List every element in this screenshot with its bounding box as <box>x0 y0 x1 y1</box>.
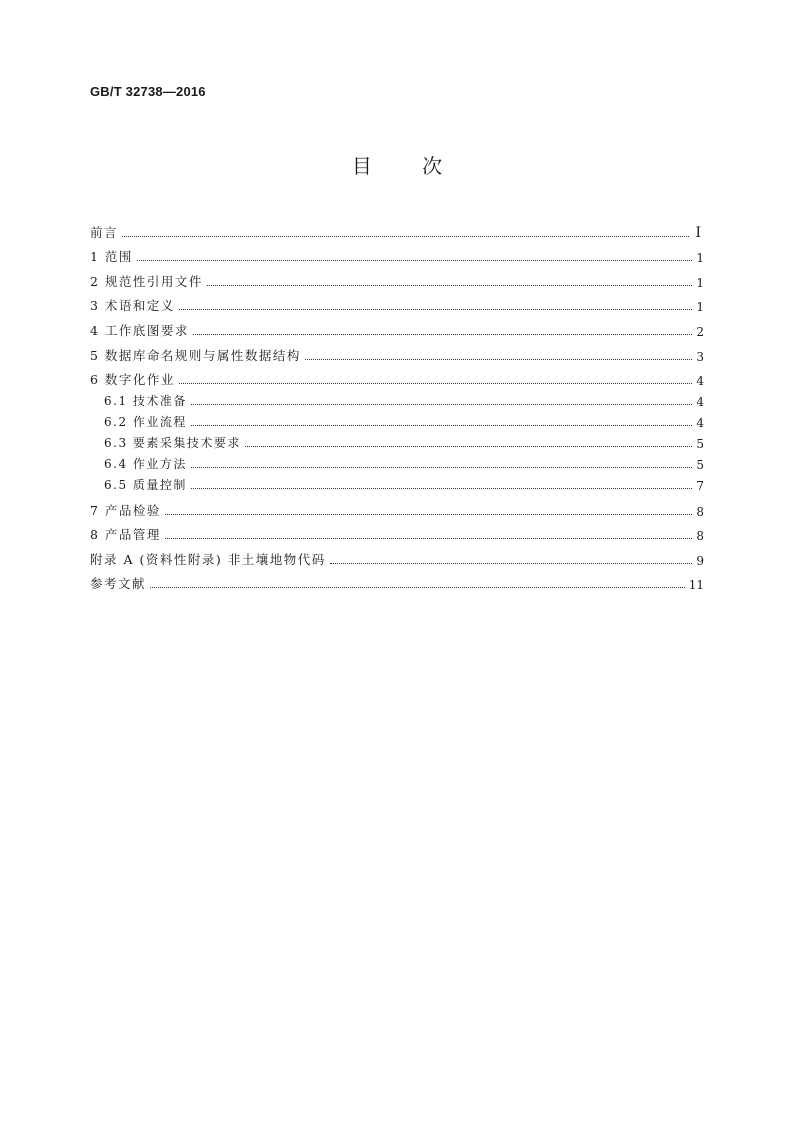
toc-leader-dots <box>191 425 692 426</box>
toc-entry-label: 8 产品管理 <box>90 527 161 543</box>
toc-entry-label: 5 数据库命名规则与属性数据结构 <box>90 347 301 363</box>
toc-entry-label: 2 规范性引用文件 <box>90 273 203 289</box>
toc-entry-6-4[interactable] <box>90 451 704 472</box>
toc-leader-dots <box>165 514 692 515</box>
toc-entry-page: 8 <box>696 529 704 544</box>
toc-leader-dots <box>150 587 685 588</box>
toc-leader-dots <box>122 236 689 237</box>
toc-entry-label: 附录 A (资料性附录) 非土壤地物代码 <box>90 551 326 567</box>
toc-entry-6-3[interactable] <box>90 430 704 451</box>
toc-leader-dots <box>305 359 692 360</box>
toc-entry-page: 1 <box>696 300 704 315</box>
toc-entry-page: I <box>695 224 701 241</box>
toc-entry-page: 5 <box>696 457 704 472</box>
toc-entry-label: 6.4 作业方法 <box>104 456 187 471</box>
toc-leader-dots <box>330 563 692 564</box>
toc-entry-label: 4 工作底图要求 <box>90 322 189 338</box>
toc-entry-page: 7 <box>696 478 704 493</box>
toc-entry-foreword[interactable] <box>90 216 704 241</box>
toc-leader-dots <box>207 285 692 286</box>
toc-entry-appendix-a[interactable] <box>90 543 704 568</box>
toc-leader-dots <box>193 334 692 335</box>
toc-entry-7[interactable] <box>90 493 704 519</box>
toc-entry-label: 1 范围 <box>90 249 133 265</box>
toc-entry-page: 4 <box>696 374 704 389</box>
toc-entry-page: 9 <box>696 553 704 568</box>
toc-entry-label: 参考文献 <box>90 576 147 592</box>
toc-entry-label: 7 产品检验 <box>90 502 161 518</box>
toc-entry-6-5[interactable] <box>90 472 704 493</box>
toc-entry-6[interactable] <box>90 364 704 389</box>
toc-entry-label: 6.5 质量控制 <box>104 477 187 492</box>
toc-leader-dots <box>137 260 692 261</box>
toc-entry-4[interactable] <box>90 314 704 339</box>
toc-leader-dots <box>191 467 692 468</box>
toc-entry-bibliography[interactable] <box>90 568 704 593</box>
toc-entry-label: 6 数字化作业 <box>90 372 175 388</box>
toc-leader-dots <box>191 404 692 405</box>
toc-entry-label: 6.3 要素采集技术要求 <box>104 435 241 450</box>
table-of-contents <box>90 216 704 592</box>
toc-leader-dots <box>191 488 692 489</box>
toc-entry-page: 4 <box>696 395 704 410</box>
toc-entry-label: 6.1 技术准备 <box>104 394 187 409</box>
toc-leader-dots <box>245 446 692 447</box>
toc-entry-label: 3 术语和定义 <box>90 298 175 314</box>
toc-entry-label: 前言 <box>90 224 119 240</box>
toc-entry-6-2[interactable] <box>90 409 704 430</box>
toc-entry-page: 11 <box>688 578 704 593</box>
toc-entry-5[interactable] <box>90 339 704 364</box>
toc-entry-1[interactable] <box>90 241 704 266</box>
page-title: 目 次 <box>351 154 443 178</box>
toc-entry-page: 2 <box>696 324 704 339</box>
toc-entry-page: 8 <box>696 504 704 519</box>
toc-entry-3[interactable] <box>90 290 704 315</box>
toc-entry-label: 6.2 作业流程 <box>104 414 187 429</box>
toc-entry-page: 1 <box>696 275 704 290</box>
toc-entry-6-1[interactable] <box>90 388 704 409</box>
toc-entry-2[interactable] <box>90 265 704 290</box>
toc-entry-page: 3 <box>696 349 704 364</box>
toc-leader-dots <box>179 309 692 310</box>
toc-entry-page: 4 <box>696 415 704 430</box>
toc-leader-dots <box>179 383 692 384</box>
toc-leader-dots <box>165 538 692 539</box>
toc-entry-8[interactable] <box>90 519 704 544</box>
toc-entry-page: 1 <box>696 251 704 266</box>
toc-entry-page: 5 <box>696 436 704 451</box>
standard-code: GB/T 32738—2016 <box>90 84 206 99</box>
